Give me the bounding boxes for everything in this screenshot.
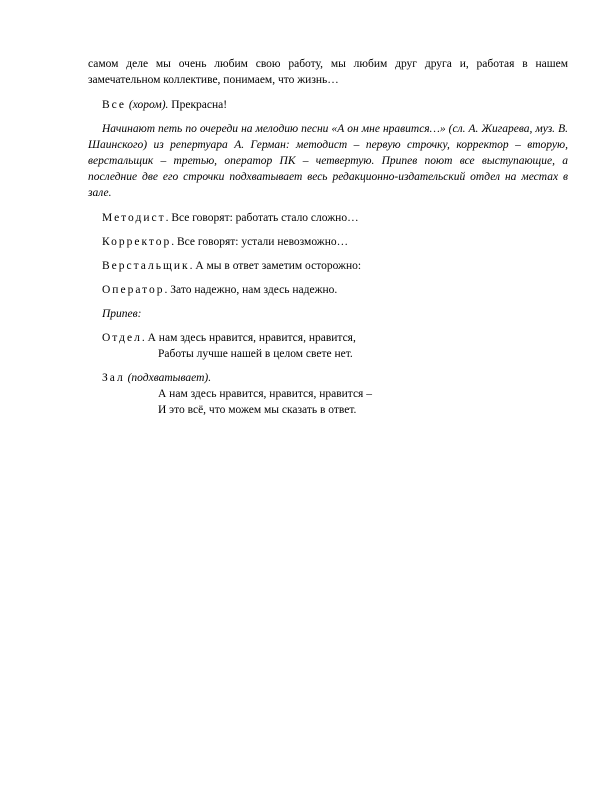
speaker-department: Отдел	[102, 332, 142, 344]
typesetter-line	[102, 258, 568, 274]
methodist-text: . Все говорят: работать стало сложно…	[165, 212, 359, 224]
direction-all: (хором).	[128, 99, 169, 111]
direction-hall: (подхватывает).	[124, 372, 212, 384]
corrector-text: . Все говорят: устали невозможно…	[171, 236, 349, 248]
speaker-methodist: Методист	[102, 212, 166, 224]
department-text-1: . А нам здесь нравится, нравится, нравится,	[141, 332, 356, 344]
chorus-label: Припев:	[102, 308, 142, 320]
corrector-line	[102, 234, 568, 250]
hall-verse-1: А нам здесь нравится, нравится, нравится –	[158, 388, 372, 400]
operator-line	[102, 282, 568, 298]
intro-paragraph: самом деле мы очень любим свою работу, мы любим друг друга и, работая в нашем замечательном коллективе, понимаем, что жизнь…	[88, 58, 568, 86]
speaker-corrector: Корректор	[102, 236, 172, 248]
speaker-operator: Оператор	[102, 284, 165, 296]
hall-line	[102, 370, 568, 386]
operator-text: . Зато надежно, нам здесь надежно.	[164, 284, 338, 296]
document-page	[88, 56, 568, 418]
hall-verse-2: И это всё, что можем мы сказать в ответ.	[158, 404, 357, 416]
stage-direction: Начинают петь по очереди на мелодию песни «А он мне нравится…» (сл. А. Жигарева, муз. В. Шаинского) из репертуара А. Герман: методист – первую строчку, корректор – вторую, верстальщик – третью, оператор ПК – четвертую. Припев поют все выступающие, а последние две его строчки подхватывает весь редакционно-издательский отдел на местах в зале.	[88, 123, 568, 199]
department-line-1	[102, 330, 568, 346]
speaker-all: Все	[102, 99, 127, 111]
all-line	[102, 97, 568, 113]
speaker-typesetter: Верстальщик	[102, 260, 190, 272]
typesetter-text: . А мы в ответ заметим осторожно:	[189, 260, 362, 272]
methodist-line	[102, 210, 568, 226]
line-all-text: Прекрасна!	[168, 99, 228, 111]
department-line-2: Работы лучше нашей в целом свете нет.	[158, 348, 353, 360]
speaker-hall: Зал	[102, 372, 125, 384]
